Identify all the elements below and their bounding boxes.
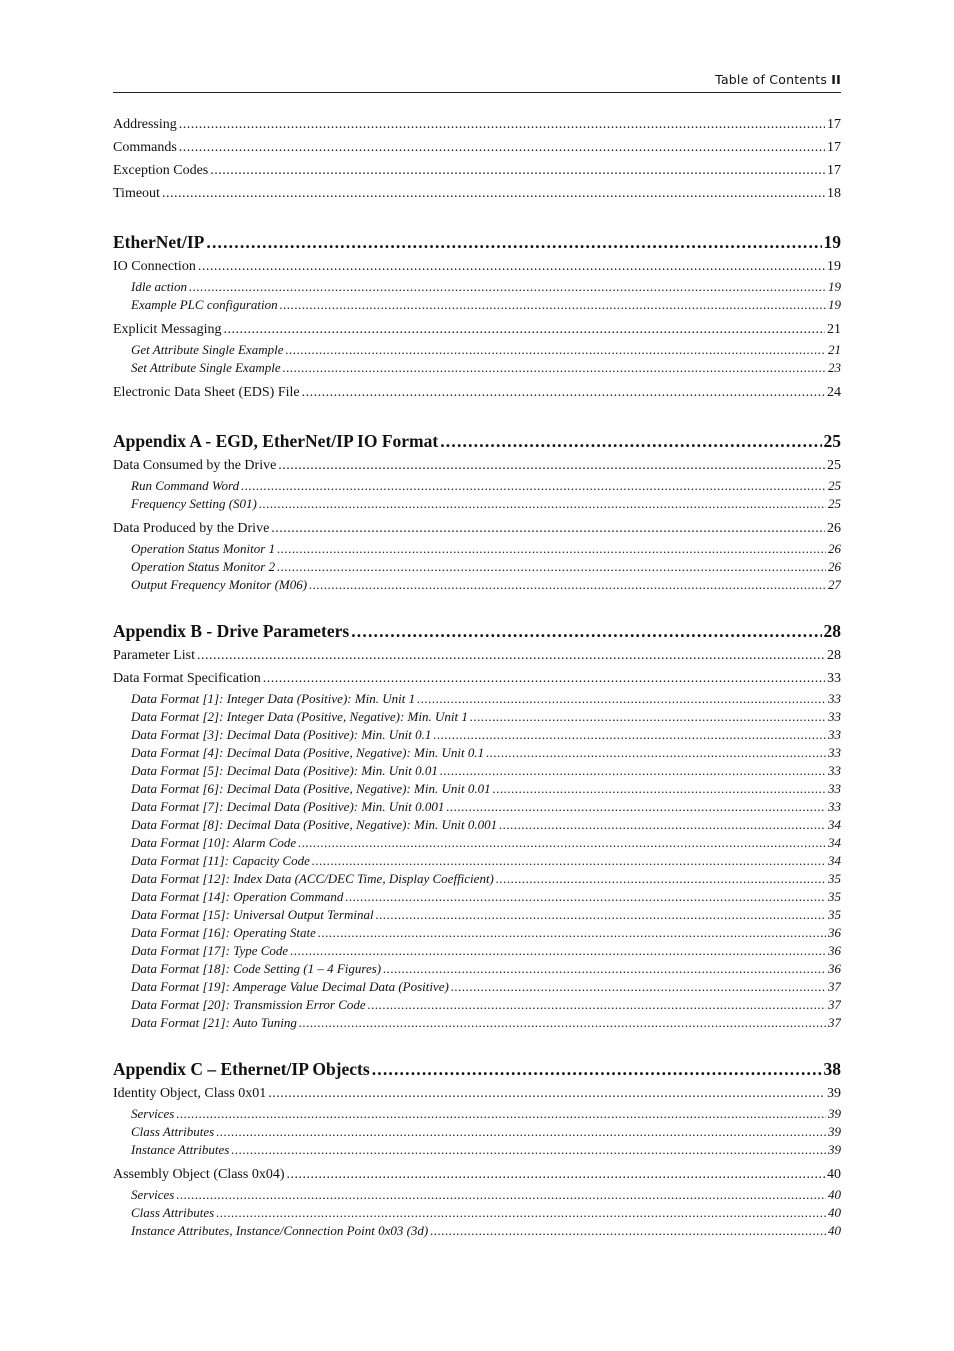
toc-entry-label: Data Format [14]: Operation Command	[131, 889, 344, 904]
dot-leader	[302, 381, 825, 404]
toc-entry-page: 37	[828, 997, 841, 1012]
dot-leader	[446, 798, 826, 816]
toc-entry-page: 33	[828, 745, 841, 760]
toc-entry-label: Get Attribute Single Example	[131, 342, 284, 357]
toc-entry-label: Data Format [7]: Decimal Data (Positive): Min. Unit 0.001	[131, 799, 445, 814]
toc-entry-page: 37	[828, 1015, 841, 1030]
toc-entry-page: 39	[827, 1086, 841, 1101]
toc-entry-label: Set Attribute Single Example	[131, 360, 281, 375]
toc-entry-page: 33	[828, 691, 841, 706]
dot-leader	[197, 644, 825, 667]
dot-leader	[383, 960, 826, 978]
toc-entry-label: Appendix A - EGD, EtherNet/IP IO Format	[113, 431, 439, 451]
dot-leader	[263, 667, 825, 690]
dot-leader	[224, 318, 826, 341]
toc-entry-page: 18	[827, 186, 841, 201]
dot-leader	[280, 296, 826, 314]
dot-leader	[231, 1141, 826, 1159]
toc-chapter[interactable]	[113, 618, 841, 644]
toc-entry-label: EtherNet/IP	[113, 232, 205, 252]
dot-leader	[216, 1123, 826, 1141]
toc-entry-label: Data Format [6]: Decimal Data (Positive, Negative): Min. Unit 0.01	[131, 781, 491, 796]
toc-entry-label: Data Format [11]: Capacity Code	[131, 853, 310, 868]
table-of-contents	[113, 113, 841, 1240]
dot-leader	[277, 540, 826, 558]
toc-section[interactable]	[113, 644, 841, 667]
dot-leader	[278, 454, 825, 477]
toc-entry-page: 27	[828, 577, 841, 592]
toc-entry-label: Electronic Data Sheet (EDS) File	[113, 385, 300, 400]
toc-subsection[interactable]	[113, 852, 841, 870]
dot-leader	[433, 726, 826, 744]
toc-chapter[interactable]	[113, 428, 841, 454]
toc-entry-page: 24	[827, 385, 841, 400]
toc-subsection[interactable]	[113, 495, 841, 513]
toc-entry-page: 33	[828, 781, 841, 796]
toc-entry-page: 36	[828, 961, 841, 976]
toc-entry-label: Data Format [18]: Code Setting (1 – 4 Figures)	[131, 961, 382, 976]
toc-entry-page: 25	[828, 496, 841, 511]
toc-section[interactable]	[113, 517, 841, 540]
dot-leader	[241, 477, 826, 495]
toc-entry-page: 17	[827, 140, 841, 155]
toc-entry-label: Data Format [20]: Transmission Error Code	[131, 997, 366, 1012]
toc-subsection[interactable]	[113, 341, 841, 359]
toc-entry-page: 21	[828, 342, 841, 357]
toc-subsection[interactable]	[113, 798, 841, 816]
toc-entry-page: 28	[823, 621, 841, 641]
toc-entry-label: Identity Object, Class 0x01	[113, 1086, 267, 1101]
toc-entry-label: Data Format [12]: Index Data (ACC/DEC Time, Display Coefficient)	[131, 871, 494, 886]
dot-leader	[210, 159, 825, 182]
dot-leader	[299, 1014, 826, 1032]
toc-entry-page: 28	[827, 648, 841, 663]
toc-entry-label: Data Format [16]: Operating State	[131, 925, 316, 940]
toc-entry-page: 26	[828, 541, 841, 556]
dot-leader	[376, 906, 826, 924]
toc-entry-label: Services	[131, 1106, 175, 1121]
dot-leader	[283, 359, 826, 377]
toc-entry-label: Data Format [5]: Decimal Data (Positive): Min. Unit 0.01	[131, 763, 438, 778]
toc-entry-label: Data Format [15]: Universal Output Terminal	[131, 907, 374, 922]
toc-entry-label: Parameter List	[113, 648, 196, 663]
toc-section[interactable]	[113, 159, 841, 182]
toc-entry-label: Operation Status Monitor 2	[131, 559, 276, 574]
dot-leader	[176, 1186, 826, 1204]
dot-leader	[176, 1105, 826, 1123]
toc-entry-page: 19	[828, 297, 841, 312]
toc-chapter[interactable]	[113, 1056, 841, 1082]
toc-entry-label: Timeout	[113, 186, 160, 201]
dot-leader	[417, 690, 826, 708]
toc-entry-label: Data Format [19]: Amperage Value Decimal Data (Positive)	[131, 979, 449, 994]
toc-entry-page: 36	[828, 943, 841, 958]
toc-entry-label: Run Command Word	[131, 478, 240, 493]
header-title: Table of Contents II	[715, 72, 841, 87]
dot-leader	[318, 924, 826, 942]
toc-subsection[interactable]	[113, 870, 841, 888]
toc-entry-page: 33	[827, 671, 841, 686]
toc-entry-label: Data Format [1]: Integer Data (Positive): Min. Unit 1	[131, 691, 416, 706]
toc-entry-label: Instance Attributes, Instance/Connection Point 0x03 (3d)	[131, 1223, 429, 1238]
toc-subsection[interactable]	[113, 1014, 841, 1032]
toc-entry-label: Data Produced by the Drive	[113, 521, 270, 536]
toc-subsection[interactable]	[113, 834, 841, 852]
toc-entry-page: 33	[828, 727, 841, 742]
document-page	[113, 70, 841, 1240]
toc-subsection[interactable]	[113, 1105, 841, 1123]
page-header	[113, 70, 841, 93]
toc-entry-label: Assembly Object (Class 0x04)	[113, 1167, 285, 1182]
toc-entry-label: Addressing	[113, 117, 177, 132]
toc-subsection[interactable]	[113, 296, 841, 314]
toc-subsection[interactable]	[113, 816, 841, 834]
toc-entry-label: Appendix B - Drive Parameters	[113, 621, 350, 641]
toc-section[interactable]	[113, 1082, 841, 1105]
toc-subsection[interactable]	[113, 996, 841, 1014]
toc-subsection[interactable]	[113, 978, 841, 996]
toc-subsection[interactable]	[113, 1222, 841, 1240]
toc-entry-page: 17	[827, 163, 841, 178]
toc-entry-page: 33	[828, 709, 841, 724]
toc-subsection[interactable]	[113, 1141, 841, 1159]
toc-entry-label: Explicit Messaging	[113, 322, 222, 337]
toc-entry-label: IO Connection	[113, 259, 196, 274]
toc-entry-label: Data Format Specification	[113, 671, 261, 686]
toc-entry-page: 40	[827, 1167, 841, 1182]
toc-section[interactable]	[113, 255, 841, 278]
toc-entry-page: 40	[828, 1205, 841, 1220]
dot-leader	[345, 888, 826, 906]
toc-entry-label: Class Attributes	[131, 1205, 215, 1220]
toc-subsection[interactable]	[113, 359, 841, 377]
dot-leader	[285, 341, 826, 359]
dot-leader	[499, 816, 826, 834]
toc-entry-page: 26	[827, 521, 841, 536]
dot-leader	[451, 978, 826, 996]
toc-subsection[interactable]	[113, 1204, 841, 1222]
toc-subsection[interactable]	[113, 477, 841, 495]
toc-section[interactable]	[113, 113, 841, 136]
toc-subsection[interactable]	[113, 708, 841, 726]
toc-entry-label: Data Format [2]: Integer Data (Positive, Negative): Min. Unit 1	[131, 709, 468, 724]
dot-leader	[179, 113, 825, 136]
toc-entry-page: 36	[828, 925, 841, 940]
toc-entry-page: 25	[823, 431, 841, 451]
toc-entry-page: 19	[828, 279, 841, 294]
toc-entry-label: Data Format [4]: Decimal Data (Positive, Negative): Min. Unit 0.1	[131, 745, 485, 760]
dot-leader	[440, 762, 826, 780]
toc-section[interactable]	[113, 454, 841, 477]
toc-entry-label: Exception Codes	[113, 163, 209, 178]
toc-section[interactable]	[113, 1163, 841, 1186]
toc-entry-page: 34	[828, 835, 841, 850]
toc-entry-label: Appendix C – Ethernet/IP Objects	[113, 1059, 370, 1079]
toc-section[interactable]	[113, 136, 841, 159]
toc-entry-page: 25	[828, 478, 841, 493]
toc-entry-page: 34	[828, 853, 841, 868]
toc-entry-label: Data Format [10]: Alarm Code	[131, 835, 297, 850]
toc-entry-page: 37	[828, 979, 841, 994]
toc-entry-page: 35	[828, 889, 841, 904]
toc-entry-page: 23	[828, 360, 841, 375]
toc-subsection[interactable]	[113, 278, 841, 296]
toc-entry-page: 19	[823, 232, 841, 252]
toc-section[interactable]	[113, 182, 841, 205]
dot-leader	[216, 1204, 826, 1222]
toc-subsection[interactable]	[113, 924, 841, 942]
toc-entry-label: Data Format [8]: Decimal Data (Positive, Negative): Min. Unit 0.001	[131, 817, 498, 832]
toc-entry-label: Commands	[113, 140, 177, 155]
toc-entry-label: Data Format [3]: Decimal Data (Positive): Min. Unit 0.1	[131, 727, 432, 742]
toc-entry-page: 38	[823, 1059, 841, 1079]
dot-leader	[259, 495, 826, 513]
dot-leader	[189, 278, 826, 296]
dot-leader	[493, 780, 826, 798]
toc-subsection[interactable]	[113, 780, 841, 798]
toc-entry-label: Data Format [17]: Type Code	[131, 943, 289, 958]
dot-leader	[198, 255, 825, 278]
dot-leader	[206, 229, 821, 255]
toc-entry-label: Data Format [21]: Auto Tuning	[131, 1015, 297, 1030]
dot-leader	[298, 834, 826, 852]
toc-entry-page: 33	[828, 763, 841, 778]
toc-entry-page: 33	[828, 799, 841, 814]
toc-entry-label: Example PLC configuration	[131, 297, 278, 312]
dot-leader	[290, 942, 826, 960]
dot-leader	[351, 618, 821, 644]
toc-entry-page: 19	[827, 259, 841, 274]
dot-leader	[368, 996, 826, 1014]
dot-leader	[277, 558, 826, 576]
toc-subsection[interactable]	[113, 576, 841, 594]
toc-subsection[interactable]	[113, 540, 841, 558]
toc-subsection[interactable]	[113, 762, 841, 780]
dot-leader	[440, 428, 821, 454]
toc-subsection[interactable]	[113, 1123, 841, 1141]
toc-entry-page: 39	[828, 1106, 841, 1121]
header-page-number: II	[831, 72, 841, 87]
dot-leader	[430, 1222, 826, 1240]
toc-subsection[interactable]	[113, 690, 841, 708]
toc-entry-page: 17	[827, 117, 841, 132]
toc-section[interactable]	[113, 667, 841, 690]
toc-entry-label: Output Frequency Monitor (M06)	[131, 577, 308, 592]
dot-leader	[470, 708, 826, 726]
dot-leader	[312, 852, 826, 870]
toc-entry-page: 39	[828, 1142, 841, 1157]
dot-leader	[162, 182, 825, 205]
toc-entry-page: 35	[828, 907, 841, 922]
dot-leader	[496, 870, 826, 888]
toc-entry-label: Idle action	[131, 279, 187, 294]
dot-leader	[372, 1056, 822, 1082]
toc-entry-label: Services	[131, 1187, 175, 1202]
toc-subsection[interactable]	[113, 726, 841, 744]
toc-entry-page: 34	[828, 817, 841, 832]
toc-entry-label: Data Consumed by the Drive	[113, 458, 277, 473]
toc-subsection[interactable]	[113, 960, 841, 978]
toc-entry-page: 40	[828, 1223, 841, 1238]
toc-subsection[interactable]	[113, 888, 841, 906]
dot-leader	[179, 136, 825, 159]
toc-entry-label: Instance Attributes	[131, 1142, 230, 1157]
toc-subsection[interactable]	[113, 942, 841, 960]
dot-leader	[271, 517, 825, 540]
toc-section[interactable]	[113, 381, 841, 404]
toc-entry-page: 26	[828, 559, 841, 574]
toc-entry-page: 39	[828, 1124, 841, 1139]
toc-entry-page: 35	[828, 871, 841, 886]
toc-subsection[interactable]	[113, 906, 841, 924]
toc-chapter[interactable]	[113, 229, 841, 255]
toc-entry-label: Operation Status Monitor 1	[131, 541, 276, 556]
dot-leader	[486, 744, 826, 762]
toc-subsection[interactable]	[113, 1186, 841, 1204]
toc-subsection[interactable]	[113, 558, 841, 576]
toc-section[interactable]	[113, 318, 841, 341]
dot-leader	[268, 1082, 825, 1105]
toc-entry-label: Class Attributes	[131, 1124, 215, 1139]
dot-leader	[286, 1163, 825, 1186]
dot-leader	[309, 576, 826, 594]
toc-entry-page: 25	[827, 458, 841, 473]
toc-entry-page: 40	[828, 1187, 841, 1202]
toc-entry-label: Frequency Setting (S01)	[131, 496, 257, 511]
toc-entry-page: 21	[827, 322, 841, 337]
toc-subsection[interactable]	[113, 744, 841, 762]
